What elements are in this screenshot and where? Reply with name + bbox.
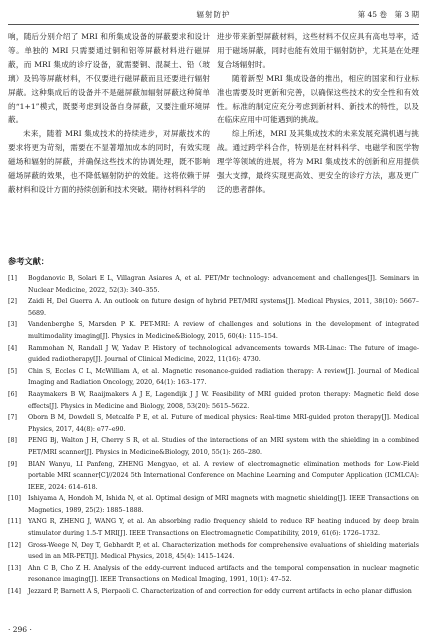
reference-text: Ishiyama A, Hondoh M, Ishida N, et al. Optimal design of MRI magnets with magnetic shielding[J]. IEEE Transactions on Magnetics, 1989, 25(2): 1885–1888. (28, 495, 419, 514)
reference-text: Chin S, Eccles C L, McWilliam A, et al. Magnetic resonance-guided radiation therapy: A review[J]. Journal of Medical Imaging and Radiation Oncology, 2020, 64(1): 163–177. (28, 367, 419, 387)
reference-number: [5] (8, 367, 17, 375)
reference-list (8, 273, 419, 598)
reference-number: [2] (8, 298, 17, 306)
reference-item (8, 563, 419, 586)
left-column (8, 30, 210, 197)
reference-number: [4] (8, 344, 17, 352)
reference-number: [9] (8, 460, 17, 468)
reference-item (8, 459, 419, 494)
reference-number: [6] (8, 390, 17, 398)
paragraph: 综上所述，MRI 及其集成技术的未来发展充满机遇与挑战。通过跨学科合作，特别是在材料科学、电磁学和医学物理学等领域的进展，将为 MRI 集成技术的创新和应用提供强大支撑，最终实现更高效、更安全的诊疗方法，惠及更广泛的患者群体。 (217, 129, 419, 194)
reference-text: Ahn C B, Cho Z H. Analysis of the eddy-current induced artifacts and the temporal compensation in nuclear magnetic resonance imaging[J]. IEEE Transactions on Medical Imaging, 1991, 10(1): 47–52. (28, 564, 419, 584)
reference-number: [13] (8, 564, 21, 572)
reference-number: [1] (8, 275, 17, 282)
reference-text: Oborn B M, Dowdell S, Metcalfe P E, et al. Future of medical physics: Real-time MRI-guided proton therapy[J]. Medical Physics, 2017, 44(8): e77–e90. (28, 414, 419, 433)
reference-item (8, 516, 419, 539)
reference-text: PENG Bj, Walton J H, Cherry S R, et al. Studies of the interactions of an MRI system with the shielding in a combined PET/MRI scanner[J]. Physics in Medicine&Biology, 2010, 55(1): 265–280. (28, 437, 419, 456)
reference-text: Vandenberghe S, Marsden P K. PET-MRI: A review of challenges and solutions in the development of integrated multimodality imaging[J]. Physics in Medicine&Biology, 2015, 60(4): 115–154. (28, 321, 419, 340)
reference-item (8, 540, 419, 563)
reference-item (8, 586, 419, 598)
journal-name: 辐射防护 (196, 10, 231, 19)
reference-text: Jezzard P, Barnett A S, Pierpaoli C. Characterization of and correction for eddy current artifacts in echo planar diffusion (28, 588, 412, 596)
reference-text: Zaidi H, Del Guerra A. An outlook on future design of hybrid PET/MRI systems[J]. Medical Physics, 2011, 38(10): 5667–5689. (28, 298, 419, 317)
reference-text: YANG R, ZHENG J, WANG Y, et al. An absorbing radio frequency shield to reduce RF heating induced by deep brain stimulator during 1.5-T MRI[J]. IEEE Transactions on Electromagnetic Compatibility, 2019, 61(6): 1726–1732. (28, 518, 419, 538)
reference-item (8, 319, 419, 342)
body-text (8, 30, 419, 250)
reference-number: [12] (8, 541, 21, 549)
paragraph: 随着新型 MRI 集成设备的推出，相应的国家和行业标准也需要及时更新和完善，以确保这些技术的安全性和有效性。标准的制定应充分考虑到新材料、新技术的特性，以及在临床应用中可能遇到的挑战。 (217, 73, 419, 125)
reference-number: [10] (8, 495, 21, 503)
reference-text: BIAN Wanyu, LI Panfeng, ZHENG Mengyao, et al. A review of electromagnetic elimination methods for Low-Field portable MRI scanner[C]//2024 5th International Conference on Machine Learning and Computer Application (ICMLCA): IEEE, 2024: 614–618. (28, 460, 419, 491)
reference-number: [8] (8, 437, 17, 445)
reference-number: [7] (8, 414, 17, 422)
page-number: · 296 · (8, 625, 32, 634)
reference-item (8, 366, 419, 389)
reference-item (8, 435, 419, 458)
paragraph: 未来，随着 MRI 集成技术的持续进步，对屏蔽技术的要求将更为苛刻，需要在不显著增加成本的同时，有效实现磁场和辐射的屏蔽，并确保这些技术的协调处理，既不影响磁场屏蔽的效果，也不降低辐射防护的效能。这将依赖于屏蔽材料和设计方面的持续创新和技术突破。期待材料科学的 (8, 129, 210, 194)
reference-item (8, 389, 419, 412)
reference-item (8, 412, 419, 435)
volume-issue: 第 45 卷 第 3 期 (357, 10, 419, 19)
reference-number: [14] (8, 588, 21, 596)
reference-text: Bogdanovic B, Solari E L, Villagran Asiares A, et al. PET/Mr technology: advancement and challenges[J]. Seminars in Nuclear Medicine, 2022, 52(3): 340–355. (28, 275, 419, 294)
right-column (217, 30, 419, 197)
reference-text: Raaymakers B W, Raaijmakers A J E, Lagendijk J J W. Feasibility of MRI guided proton therapy: Magnetic field dose effects[J]. Physics in Medicine and Biology, 2008, 53(20): 5615–5622. (28, 390, 419, 410)
paragraph: 进步带来新型屏蔽材料，这些材料不仅应具有高电导率，适用于磁场屏蔽，同时也能有效用于辐射防护，尤其是在处理复合场辐射时。 (217, 32, 419, 69)
reference-item (8, 493, 419, 516)
reference-number: [3] (8, 321, 17, 329)
paragraph: 响，随后分别介绍了 MRI 和所集成设备的屏蔽要求和设计等。单独的 MRI 只需要通过铜和铝等屏蔽材料进行磁屏蔽，而 MRI 集成的诊疗设备，就需要铜、混凝土、铅（玻璃）及钨等屏蔽材料，不仅要进行磁屏蔽而且还要进行辐射屏蔽。这种集成后的设备并不是磁屏蔽加辐射屏蔽这种简单的“1+1”模式，既要考虑到设备自身屏蔽，又要注重环境屏蔽。 (8, 32, 210, 125)
reference-item (8, 343, 419, 366)
reference-text: Gross-Weege N, Dey T, Gebhardt P, et al. Characterization methods for comprehensive evaluations of shielding materials used in an MR-PET[J]. Medical Physics, 2018, 45(4): 1415–1424. (28, 541, 419, 561)
reference-text: Rammohan N, Randall J W, Yadav P. History of technological advancements towards MR-Linac: The future of image-guided radiotherapy[J]. Journal of Clinical Medicine, 2022, 11(16): 4730. (28, 344, 419, 364)
reference-item (8, 296, 419, 319)
reference-item (8, 273, 419, 296)
references-heading: 参考文献： (8, 256, 49, 266)
reference-number: [11] (8, 518, 21, 526)
running-header (8, 6, 419, 25)
